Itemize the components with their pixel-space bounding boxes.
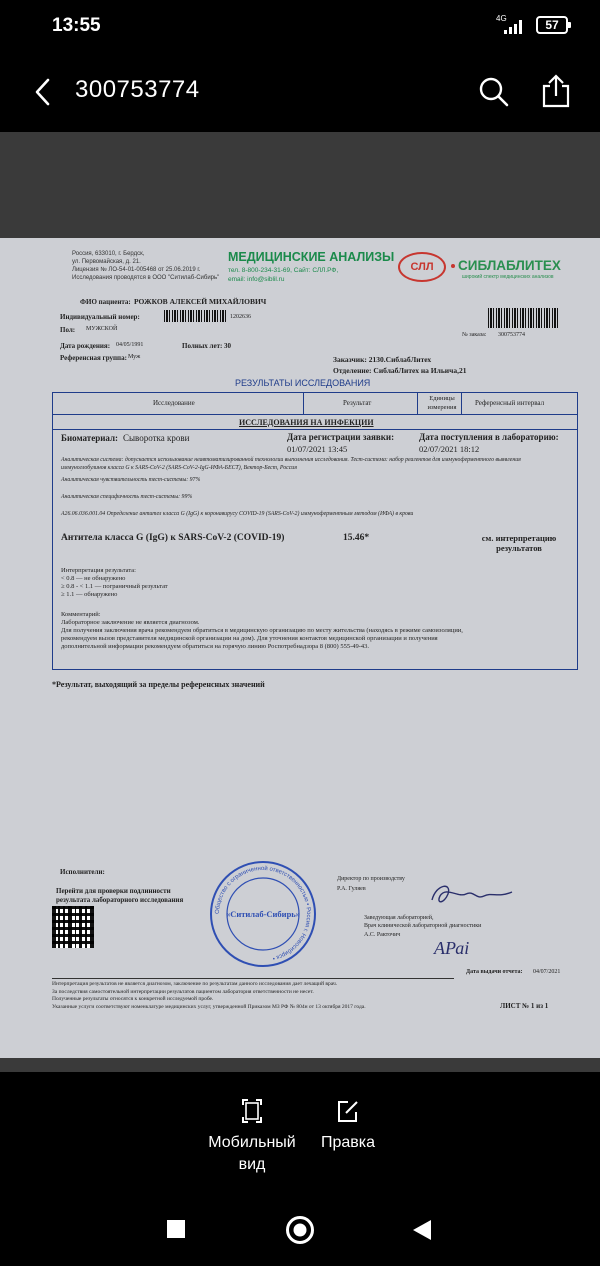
lab-report-page [0,238,600,1058]
lab-address: Россия, 633010, г. Бердск, ул. Первомайская, д. 21. Лицензия № ЛО-54-01-005468 от 25.06.2019 г. Исследования проводятся в ООО "Ситилаб-Сибирь" [72,251,220,281]
header-units: Единицы измерения [427,395,457,411]
order-label: № заказа: [462,332,487,338]
footer-divider [52,978,454,979]
header-result: Результат [343,399,372,407]
interpretation: Интерпретация результата: < 0.8 — не обнаружено ≥ 0.8 - < 1.1 — пограничный результат ≥ 1.1 — обнаружено [61,567,168,598]
back-icon[interactable] [412,1219,432,1241]
mobile-view-label: Мобильный вид [208,1134,296,1173]
header-study: Исследование [153,399,195,407]
sex-value: МУЖСКОЙ [86,326,118,332]
reg-date-value: 01/07/2021 13:45 [287,444,348,454]
ref-group-value: Муж [128,354,141,360]
section-title: ИССЛЕДОВАНИЯ НА ИНФЕКЦИИ [239,418,374,427]
issue-date-label: Дата выдачи отчета: [466,969,523,975]
lab-date-label: Дата поступления в лабораторию: [419,432,559,442]
company-stamp [208,859,318,969]
patient-label: ФИО пациента: [80,298,131,306]
footnote: *Результат, выходящий за пределы референсных значений [52,680,265,689]
brand-title: МЕДИЦИНСКИЕ АНАЛИЗЫ [228,250,395,264]
dob-label: Дата рождения: [60,342,111,350]
director-signature [426,878,516,914]
sensitivity: Аналитическая чувствительность тест-системы: 97% [61,477,201,483]
comment: Комментарий: Лабораторное заключение не является диагнозом. Для получения заключения врача рекомендуем обратиться в медицинскую организацию по месту жительства (находясь в режиме самоизоляции, рекомендуем вызов представителя медицинской организации на дом). Для уточнения контактов медицинской организации и получения дополнительной информации рекомендуем обратиться на горячую линию Роспотребнадзора 8 (800) 555-49-43. [61,611,463,650]
network-type: 4G [496,14,507,23]
signal-icon [496,14,528,36]
department: Отделение: СиблабЛитех на Ильича,21 [333,366,467,375]
age-value: 30 [224,342,231,350]
director-title: Директор по производству [337,876,405,882]
order-value: 300753774 [498,332,525,338]
home-icon[interactable] [285,1215,315,1245]
share-icon[interactable] [540,74,572,108]
mobile-view-icon [241,1098,263,1124]
test-result: 15.46* [343,533,370,543]
bottom-toolbar [0,1072,600,1194]
head-title: Заведующая лабораторией, Врач клинической лабораторной диагностики [364,915,482,929]
edit-label: Правка [320,1134,376,1151]
head-name: А.С. Ракточич [364,932,401,938]
battery-icon: 57 [536,16,568,34]
analytic-system: Аналитическая система: допускается использование неавтоматизированной технологии выполнения исследования. Тест-система: набор реагентов для иммуноферментного выявления иммуноглобулинов класса G к SARS-CoV-2 (SARS-CoV-2-IgG-ИФА-БЕСТ), Вектор-Бест, Россия [61,457,521,471]
logo-subtitle: широкий спектр медицинских анализов [462,274,554,280]
status-bar [0,0,600,52]
table-header [53,393,577,415]
specificity: Аналитическая специфичность тест-системы: 99% [61,494,193,500]
biomaterial-value: Сыворотка крови [123,433,190,443]
footer-disclaimer: Интерпретация результатов не является диагнозом, заключение по результатам данного исследования дает лечащий врач. За последствия самостоятельной интерпретации результатов пациентом лаборатория ответственности не несет. Полученные результаты относятся к конкретной исследуемой пробе. Указанные услуги соответствуют номенклатуре медицинских услуг, утвержденной Приказом МЗ РФ № 804н от 13 октября 2017 года. [52,981,366,1010]
col-divider [417,393,418,414]
results-title: РЕЗУЛЬТАТЫ ИССЛЕДОВАНИЯ [235,378,371,388]
logo-dot [451,264,455,268]
svg-text:Общество с ограниченной ответс: Общество с ограниченной ответственностью • Россия г. Новосибирск • [214,865,312,961]
back-arrow-icon[interactable] [28,74,58,110]
biomaterial-label: Биоматериал: [61,433,119,443]
document-title: 300753774 [75,76,200,103]
director-name: Р.А. Гуляев [337,886,366,892]
sex-label: Пол: [60,326,76,334]
edit-button[interactable] [316,1098,380,1154]
svg-text:«Ситилаб-Сибирь»: «Ситилаб-Сибирь» [225,909,301,919]
test-reference: см. интерпретацию результатов [481,533,557,553]
system-nav-bar [0,1194,600,1266]
col-divider [303,393,304,414]
logo-name: СИБЛАБЛИТЕХ [458,258,561,273]
brand-contacts: тел. 8-800-234-31-69, Сайт: СЛЛ.РФ, email: info@siblil.ru [228,267,339,283]
order-barcode [488,308,560,328]
verification-qr-code[interactable] [52,906,94,948]
clock: 13:55 [52,15,101,36]
col-divider [461,393,462,414]
recents-icon[interactable] [167,1220,185,1238]
patient-name: РОЖКОВ АЛЕКСЕЙ МИХАЙЛОВИЧ [134,297,267,306]
id-label: Индивидуальный номер: [60,313,140,321]
head-signature: АРаі [434,938,470,958]
reg-date-label: Дата регистрации заявки: [287,432,395,442]
verify-text: Перейти для проверки подлинности результата лабораторного исследования [56,887,184,904]
section-divider [53,429,577,430]
document-viewer[interactable] [0,132,600,1072]
test-name: Антитела класса G (IgG) к SARS-CoV-2 (COVID-19) [61,533,285,543]
logo-badge: СЛЛ [398,252,446,282]
mobile-view-button[interactable] [200,1098,304,1176]
dob-value: 04/05/1991 [116,342,144,348]
patient-barcode [164,310,226,322]
sheet-number: ЛИСТ № 1 из 1 [500,1002,549,1010]
lab-date-value: 02/07/2021 18:12 [419,444,480,454]
age-label: Полных лет: [182,342,223,350]
id-value: 1202636 [230,314,251,320]
executors-label: Исполнители: [60,868,105,876]
app-bar [0,52,600,132]
ref-group-label: Референсная группа: [60,354,127,362]
method: А26.06.036.001.04 Определение антител класса G (IgG) к коронавирусу COVID-19 (SARS-CoV-2) иммуноферментным методом (ИФА) в крови [61,511,414,517]
customer: Заказчик: 2130.СиблабЛитех [333,355,432,364]
header-reference: Референсный интервал [475,399,545,407]
edit-icon [336,1098,360,1124]
results-table [52,392,578,670]
issue-date-value: 04/07/2021 [533,969,561,975]
search-icon[interactable] [478,76,510,108]
